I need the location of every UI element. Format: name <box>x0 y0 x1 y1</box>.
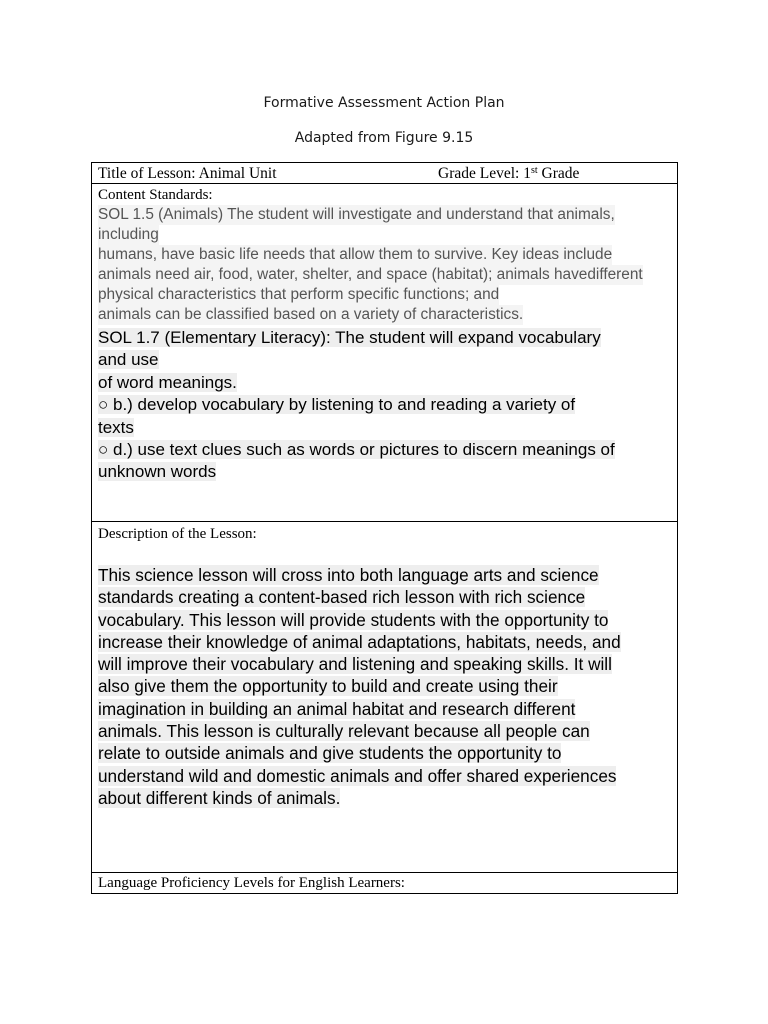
grade-level-prefix: Grade Level: 1 <box>438 165 531 182</box>
sol-1-7-line <box>98 439 671 461</box>
description-row <box>92 522 677 873</box>
description-line-text: will improve their vocabulary and listening and speaking skills. It will <box>98 654 612 675</box>
description-line <box>98 653 671 675</box>
description-line-text: also give them the opportunity to build and create using their <box>98 676 558 697</box>
sol-1-5-line: different <box>587 266 643 283</box>
description-line-text: imagination in building an animal habitat and research different <box>98 698 576 719</box>
content-standards-row <box>92 184 677 522</box>
description-line-text: standards creating a content-based rich lesson with rich science <box>98 587 586 608</box>
sol-1-7-line <box>98 372 671 394</box>
sol-1-7-line <box>98 461 671 483</box>
sol-1-7-line <box>98 349 671 371</box>
sol-1-7-line <box>98 417 671 439</box>
grade-level-sup: st <box>530 165 538 176</box>
content-standards-label: Content Standards: <box>98 187 213 203</box>
description-line <box>98 631 671 653</box>
sol-1-5-line: animals can be classified based on a variety of characteristics. <box>98 306 524 323</box>
description-line-text: increase their knowledge of animal adaptations, habitats, needs, and <box>98 631 621 652</box>
sol-1-7-line-text: unknown words <box>98 462 217 482</box>
action-plan-table <box>91 162 678 894</box>
description-line <box>98 698 671 720</box>
sol-1-5-line: including <box>98 226 159 243</box>
lesson-header-row <box>92 163 677 184</box>
sol-1-7-line-text: SOL 1.7 (Elementary Literacy): The student will expand vocabulary <box>98 328 601 347</box>
sol-1-7-line-text: ○ d.) use text clues such as words or pictures to discern meanings of <box>98 440 615 460</box>
description-line <box>98 787 671 809</box>
sol-1-7-line-text: and use <box>98 350 159 370</box>
description-line <box>98 765 671 787</box>
proficiency-row <box>92 873 677 893</box>
description-line <box>98 586 671 608</box>
document-title: Formative Assessment Action Plan <box>263 95 505 111</box>
description-line-text: relate to outside animals and give students the opportunity to <box>98 743 562 764</box>
description-line-text: understand wild and domestic animals and offer shared experiences <box>98 765 617 786</box>
sol-1-7-standard <box>98 327 671 484</box>
lesson-title: Title of Lesson: Animal Unit <box>98 165 277 182</box>
sol-1-5-line: humans, have basic life needs that allow them to survive. Key ideas include <box>98 246 613 263</box>
description-line <box>98 720 671 742</box>
sol-1-7-line <box>98 327 671 349</box>
description-line-text: animals. This lesson is culturally relevant because all people can <box>98 721 590 742</box>
description-line <box>98 564 671 586</box>
proficiency-label: Language Proficiency Levels for English Learners: <box>98 875 405 891</box>
sol-1-7-line-text: ○ b.) develop vocabulary by listening to and reading a variety of <box>98 395 576 415</box>
description-line <box>98 609 671 631</box>
description-line-text: This science lesson will cross into both language arts and science <box>98 565 599 585</box>
description-line <box>98 742 671 764</box>
description-label: Description of the Lesson: <box>98 526 257 542</box>
sol-1-7-line-text: texts <box>98 417 134 437</box>
description-line <box>98 675 671 697</box>
document-subtitle: Adapted from Figure 9.15 <box>294 130 474 146</box>
sol-1-5-line: animals need air, food, water, shelter, and space (habitat); animals have <box>98 266 588 283</box>
sol-1-5-standard <box>98 205 671 325</box>
grade-level-suffix: Grade <box>537 165 580 182</box>
sol-1-7-line <box>98 394 671 416</box>
description-body <box>98 564 671 809</box>
grade-level <box>438 165 579 183</box>
description-line-text: vocabulary. This lesson will provide students with the opportunity to <box>98 609 609 630</box>
sol-1-5-line: SOL 1.5 (Animals) The student will investigate and understand that animals, <box>98 206 615 223</box>
sol-1-5-line: physical characteristics that perform specific functions; and <box>98 286 500 303</box>
sol-1-7-line-text: of word meanings. <box>98 372 237 392</box>
description-line-text: about different kinds of animals. <box>98 787 341 808</box>
